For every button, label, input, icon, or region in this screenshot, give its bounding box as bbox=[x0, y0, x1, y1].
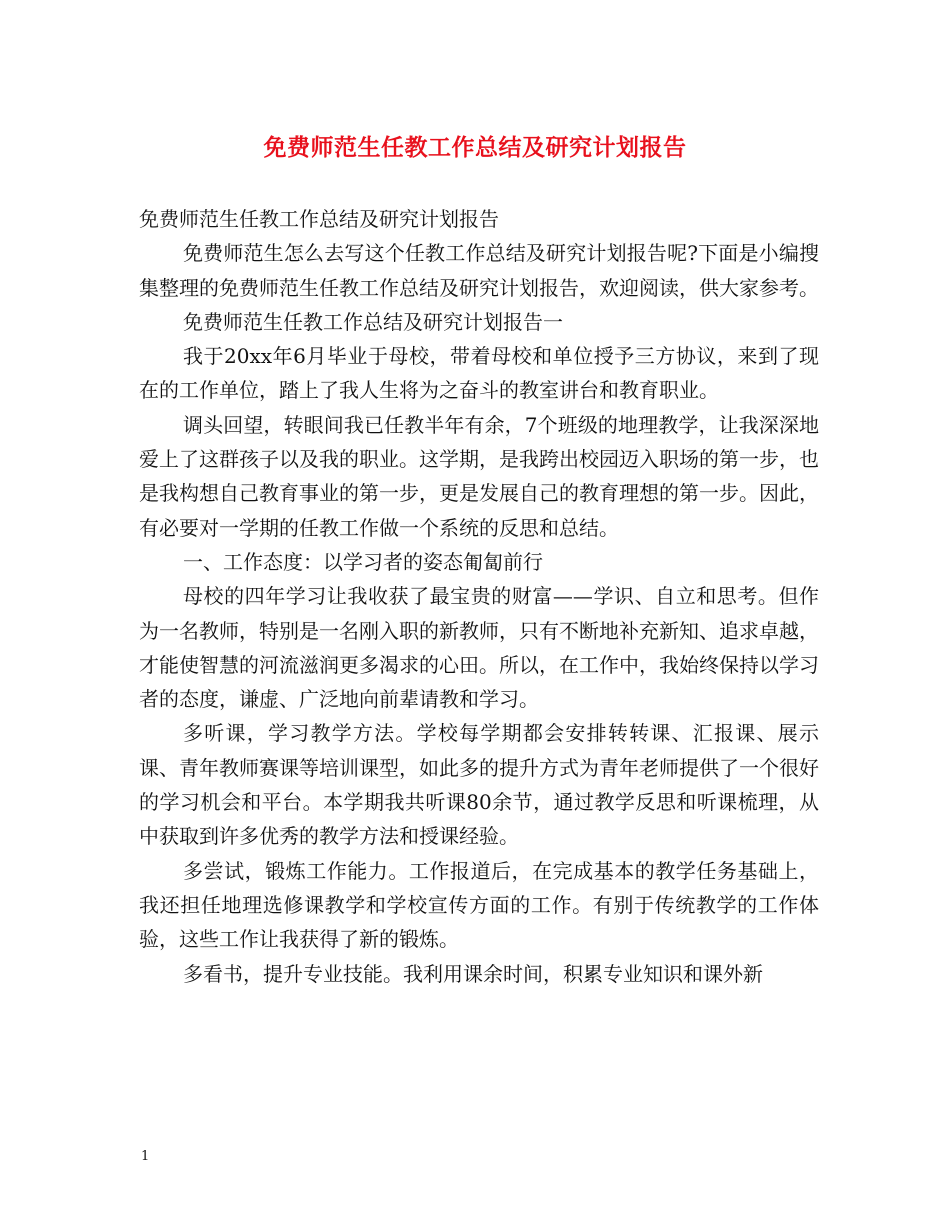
document-title: 免费师范生任教工作总结及研究计划报告 bbox=[263, 134, 687, 161]
paragraph: 我于20xx年6月毕业于母校，带着母校和单位授予三方协议，来到了现在的工作单位，踏上了我人生将为之奋斗的教室讲台和教育职业。 bbox=[139, 344, 819, 403]
paragraph: 免费师范生怎么去写这个任教工作总结及研究计划报告呢?下面是小编搜集整理的免费师范生任教工作总结及研究计划报告，欢迎阅读，供大家参考。 bbox=[139, 241, 819, 300]
paragraph: 调头回望，转眼间我已任教半年有余，7个班级的地理教学，让我深深地爱上了这群孩子以及我的职业。这学期，是我跨出校园迈入职场的第一步，也是我构想自己教育事业的第一步，更是发展自己的教育理想的第一步。因此，有必要对一学期的任教工作做一个系统的反思和总结。 bbox=[139, 412, 819, 540]
paragraph: 多听课，学习教学方法。学校每学期都会安排转转课、汇报课、展示课、青年教师赛课等培训课型，如此多的提升方式为青年老师提供了一个很好的学习机会和平台。本学期我共听课80余节，通过教学反思和听课梳理，从中获取到许多优秀的教学方法和授课经验。 bbox=[139, 721, 819, 849]
section-heading: 一、工作态度：以学习者的姿态匍匐前行 bbox=[183, 549, 543, 574]
paragraph: 多看书，提升专业技能。我利用课余时间，积累专业知识和课外新 bbox=[183, 961, 763, 986]
page-number: 1 bbox=[141, 1149, 150, 1164]
paragraph-heading: 免费师范生任教工作总结及研究计划报告 bbox=[139, 207, 499, 231]
document-body bbox=[139, 202, 819, 991]
paragraph: 母校的四年学习让我收获了最宝贵的财富——学识、自立和思考。但作为一名教师，特别是一名刚入职的新教师，只有不断地补充新知、追求卓越，才能使智慧的河流滋润更多渴求的心田。所以，在工作中，我始终保持以学习者的态度，谦虚、广泛地向前辈请教和学习。 bbox=[139, 584, 819, 712]
paragraph: 免费师范生任教工作总结及研究计划报告一 bbox=[183, 309, 563, 334]
paragraph: 多尝试，锻炼工作能力。工作报道后，在完成基本的教学任务基础上，我还担任地理选修课教学和学校宣传方面的工作。有别于传统教学的工作体验，这些工作让我获得了新的锻炼。 bbox=[139, 858, 819, 952]
